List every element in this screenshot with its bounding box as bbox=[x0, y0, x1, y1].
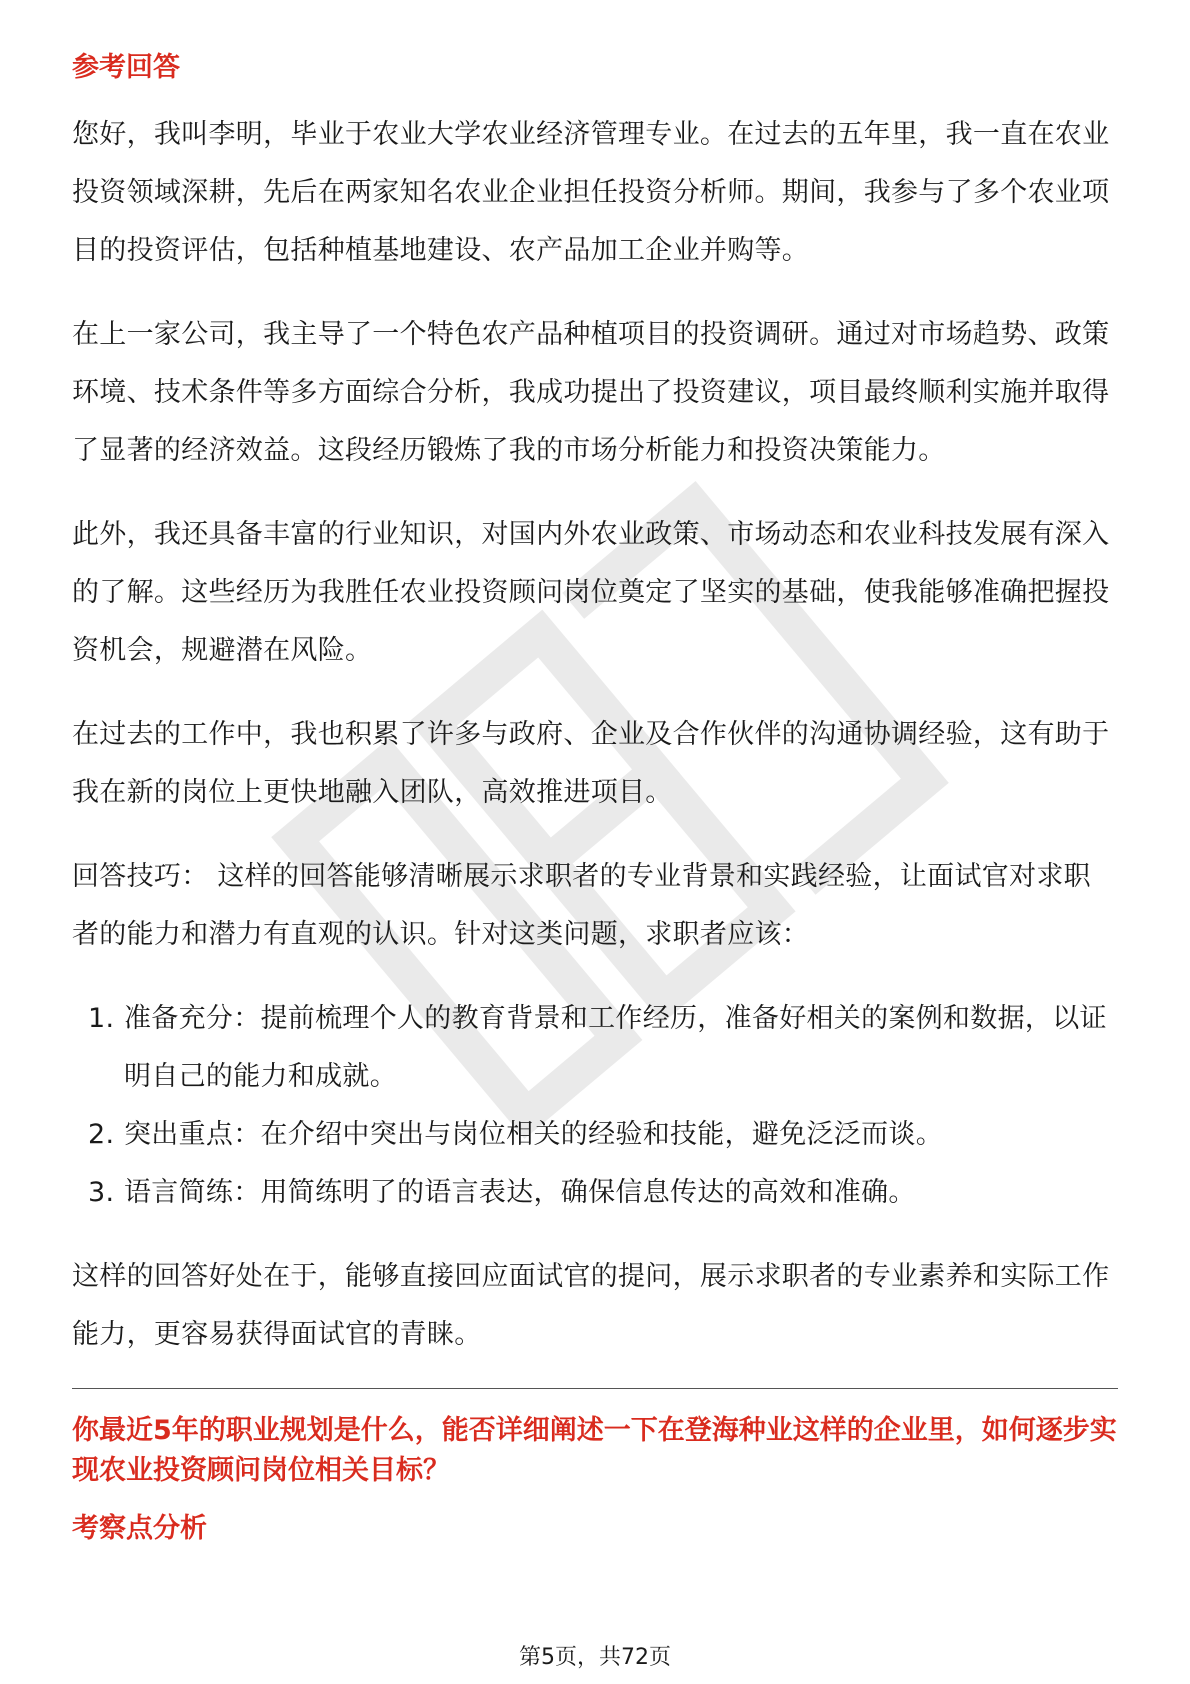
list-item bbox=[72, 1164, 1118, 1222]
document-page bbox=[72, 48, 1118, 1549]
list-item-text: 语言简练：用简练明了的语言表达，确保信息传达的高效和准确。 bbox=[124, 1177, 916, 1208]
list-item-text: 突出重点：在介绍中突出与岗位相关的经验和技能，避免泛泛而谈。 bbox=[124, 1119, 943, 1150]
next-section-title: 考察点分析 bbox=[72, 1513, 207, 1544]
answer-paragraph-3: 此外，我还具备丰富的行业知识，对国内外农业政策、市场动态和农业科技发展有深入的了解。这些经历为我胜任农业投资顾问岗位奠定了坚实的基础，使我能够准确把握投资机会，规避潜在风险。 bbox=[72, 519, 1110, 666]
answer-paragraph-1: 您好，我叫李明，毕业于农业大学农业经济管理专业。在过去的五年里，我一直在农业投资领域深耕，先后在两家知名农业企业担任投资分析师。期间，我参与了多个农业项目的投资评估，包括种植基地建设、农产品加工企业并购等。 bbox=[72, 119, 1110, 266]
list-item-number: 1. bbox=[88, 1003, 115, 1034]
answer-paragraph-2: 在上一家公司，我主导了一个特色农产品种植项目的投资调研。通过对市场趋势、政策环境、技术条件等多方面综合分析，我成功提出了投资建议，项目最终顺利实施并取得了显著的经济效益。这段经历锻炼了我的市场分析能力和投资决策能力。 bbox=[72, 319, 1110, 466]
list-item-number: 3. bbox=[88, 1177, 115, 1208]
tips-list bbox=[72, 990, 1118, 1222]
list-item bbox=[72, 1106, 1118, 1164]
closing-paragraph: 这样的回答好处在于，能够直接回应面试官的提问，展示求职者的专业素养和实际工作能力，更容易获得面试官的青睐。 bbox=[72, 1261, 1110, 1350]
section-title: 参考回答 bbox=[72, 52, 180, 83]
list-item-number: 2. bbox=[88, 1119, 115, 1150]
answer-tips-intro: 回答技巧： 这样的回答能够清晰展示求职者的专业背景和实践经验，让面试官对求职者的能力和潜力有直观的认识。针对这类问题，求职者应该： bbox=[72, 861, 1091, 950]
list-item bbox=[72, 990, 1118, 1106]
answer-paragraph-4: 在过去的工作中，我也积累了许多与政府、企业及合作伙伴的沟通协调经验，这有助于我在新的岗位上更快地融入团队，高效推进项目。 bbox=[72, 719, 1110, 808]
divider bbox=[72, 1388, 1118, 1389]
next-question: 你最近5年的职业规划是什么，能否详细阐述一下在登海种业这样的企业里，如何逐步实现农业投资顾问岗位相关目标？ bbox=[72, 1415, 1117, 1486]
list-item-text: 准备充分：提前梳理个人的教育背景和工作经历，准备好相关的案例和数据，以证明自己的能力和成就。 bbox=[124, 1003, 1107, 1092]
page-footer: 第5页，共72页 bbox=[519, 1645, 671, 1670]
